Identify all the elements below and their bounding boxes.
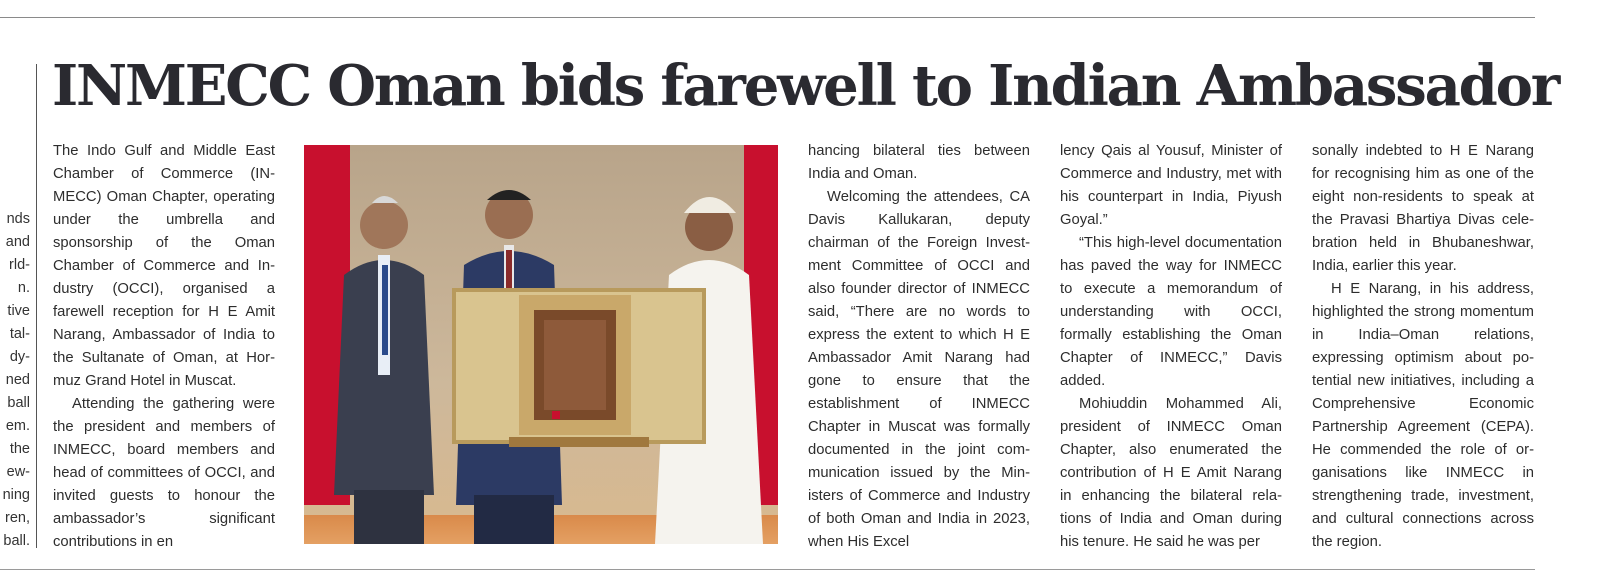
paragraph: hancing bilateral ties between India and Oman. [808, 143, 1030, 182]
article-column-4 [1312, 140, 1534, 554]
previous-article-line: rld- [9, 257, 30, 273]
previous-article-line: tal- [9, 326, 30, 342]
previous-article-line: nds [6, 211, 30, 227]
previous-article-line: ning [2, 487, 30, 503]
top-rule [0, 17, 1535, 18]
paragraph: Welcoming the attendees, CA Davis Kallukaran, deputy chairman of the Foreign Investment Committee of OCCI and also founder director of INMECC said, “There are no words to express the extent to which H E Ambassador Amit Narang had gone to ensure that the establishment of INMECC Chapter in Muscat was formally documented in the joint communication issued by the Ministers of Commerce and Industry of both Oman and India in 2023, when His Excel [808, 189, 1030, 550]
headline: INMECC Oman bids farewell to Indian Ambassador [52, 53, 1559, 119]
previous-article-line: the [9, 441, 30, 457]
previous-article-line: ball. [3, 533, 30, 549]
article-column-1 [53, 140, 275, 554]
article-column-2 [808, 140, 1030, 554]
previous-article-line: and [5, 234, 30, 250]
paragraph: Attending the gathering were the president and members of INMECC, board members and head of committees of OCCI, and invited guests to honour the ambassador’s significant contributions in en [53, 396, 275, 550]
column-divider [36, 64, 37, 548]
previous-article-line: n. [17, 280, 30, 296]
previous-article-line: ned [5, 372, 30, 388]
paragraph: lency Qais al Yousuf, Minister of Commerce and Industry, met with his counterpart in India, Piyush Goyal.” [1060, 143, 1282, 228]
paragraph: sonally indebted to H E Narang for recognising him as one of the eight non-residents to speak at the Pravasi Bhartiya Divas celebration held in Bhubaneshwar, India, earlier this year. [1312, 143, 1534, 274]
previous-article-line: em. [5, 418, 30, 434]
previous-article-line: ball [7, 395, 30, 411]
bottom-rule [0, 569, 1535, 570]
previous-article-column [0, 208, 30, 553]
paragraph: The Indo Gulf and Middle East Chamber of Commerce (INMECC) Oman Chapter, operating under the umbrella and sponsorship of the Oman Chamber of Commerce and Industry (OCCI), organised a farewell reception for H E Amit Narang, Ambassador of India to the Sultanate of Oman, at Hormuz Grand Hotel in Muscat. [53, 143, 275, 389]
previous-article-line: ren, [5, 510, 30, 526]
previous-article-line: dy- [9, 349, 30, 365]
paragraph: H E Narang, in his address, highlighted the strong momentum in India–Oman relations, expressing optimism about potential new initiatives, including a Comprehensive Economic Partnership Agreement (CEPA). He commended the role of organisations like INMECC in strengthening trade, investment, and cultural connections across the region. [1312, 281, 1534, 550]
previous-article-line: tive [7, 303, 30, 319]
previous-article-line: ew- [6, 464, 30, 480]
paragraph: Mohiuddin Mohammed Ali, president of INMECC Oman Chapter, also enumerated the contribution of H E Amit Narang in enhancing the bilateral relations of India and Oman during his tenure. He said he was per [1060, 396, 1282, 550]
article-column-3 [1060, 140, 1282, 554]
paragraph: “This high-level documentation has paved the way for INMECC to execute a memorandum of understanding with OCCI, formally establishing the Oman Chapter of INMECC,” Davis added. [1060, 235, 1282, 389]
article-photo [304, 145, 778, 544]
